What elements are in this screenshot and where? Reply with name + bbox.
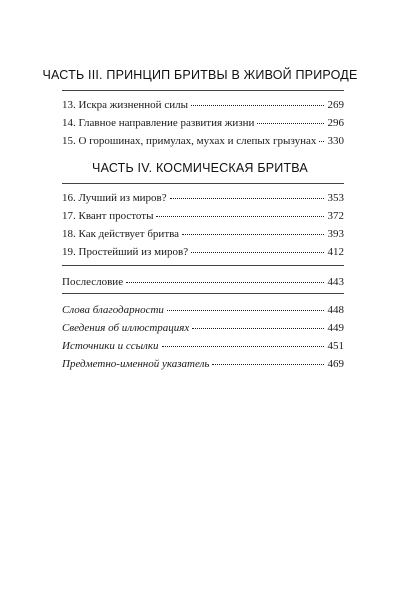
toc-entry-page: 449	[327, 322, 344, 334]
dot-leader	[212, 354, 323, 365]
toc-entry-14[interactable]	[62, 115, 344, 130]
toc-entry-sources[interactable]	[62, 338, 344, 353]
dot-leader	[257, 113, 323, 124]
toc-entry-index[interactable]	[62, 356, 344, 371]
toc-entry-page: 469	[327, 358, 344, 370]
dot-leader	[182, 224, 323, 235]
toc-entry-title: 13. Искра жизненной силы	[62, 99, 188, 111]
dot-leader	[191, 242, 323, 253]
dot-leader	[191, 95, 324, 106]
afterword-rule	[62, 265, 344, 266]
toc-entry-18[interactable]	[62, 226, 344, 241]
part-iii-rule	[62, 90, 344, 91]
toc-entry-title: Предметно-именной указатель	[62, 358, 210, 370]
toc-entry-illustrations[interactable]	[62, 320, 344, 335]
part-iii-heading: ЧАСТЬ III. ПРИНЦИП БРИТВЫ В ЖИВОЙ ПРИРОДЕ	[42, 68, 358, 82]
toc-entry-acknowledgements[interactable]	[62, 302, 344, 317]
dot-leader	[319, 131, 323, 142]
toc-entry-title: 17. Квант простоты	[62, 210, 154, 222]
toc-entry-page: 353	[327, 192, 344, 204]
toc-entry-page: 330	[327, 135, 344, 147]
toc-entry-title: 18. Как действует бритва	[62, 228, 180, 240]
toc-entry-13[interactable]	[62, 97, 344, 112]
toc-entry-title: Источники и ссылки	[62, 340, 159, 352]
toc-entry-17[interactable]	[62, 208, 344, 223]
toc-entry-title: Сведения об иллюстрациях	[62, 322, 190, 334]
toc-entry-16[interactable]	[62, 190, 344, 205]
toc-entry-page: 372	[327, 210, 344, 222]
toc-entry-title: 16. Лучший из миров?	[62, 192, 167, 204]
dot-leader	[162, 336, 324, 347]
toc-entry-title: 19. Простейший из миров?	[62, 246, 189, 258]
toc-entry-15[interactable]	[62, 133, 344, 148]
toc-entry-title: Послесловие	[62, 276, 124, 288]
toc-entry-title: Слова благодарности	[62, 304, 164, 316]
backmatter-rule	[62, 293, 344, 294]
dot-leader	[126, 272, 323, 283]
dot-leader	[192, 318, 323, 329]
toc-entry-title: 14. Главное направление развития жизни	[62, 117, 255, 129]
part-iv-heading: ЧАСТЬ IV. КОСМИЧЕСКАЯ БРИТВА	[92, 161, 308, 175]
dot-leader	[167, 300, 324, 311]
toc-entry-afterword[interactable]	[62, 274, 344, 289]
toc-entry-page: 451	[327, 340, 344, 352]
toc-entry-page: 412	[327, 246, 344, 258]
toc-entry-page: 393	[327, 228, 344, 240]
toc-entry-19[interactable]	[62, 244, 344, 259]
dot-leader	[156, 206, 323, 217]
part-iv-rule	[62, 183, 344, 184]
toc-entry-page: 448	[327, 304, 344, 316]
toc-entry-page: 296	[327, 117, 344, 129]
dot-leader	[170, 188, 324, 199]
toc-entry-page: 269	[327, 99, 344, 111]
toc-entry-page: 443	[327, 276, 344, 288]
toc-entry-title: 15. О горошинах, примулах, мухах и слепых грызунах	[62, 135, 317, 147]
